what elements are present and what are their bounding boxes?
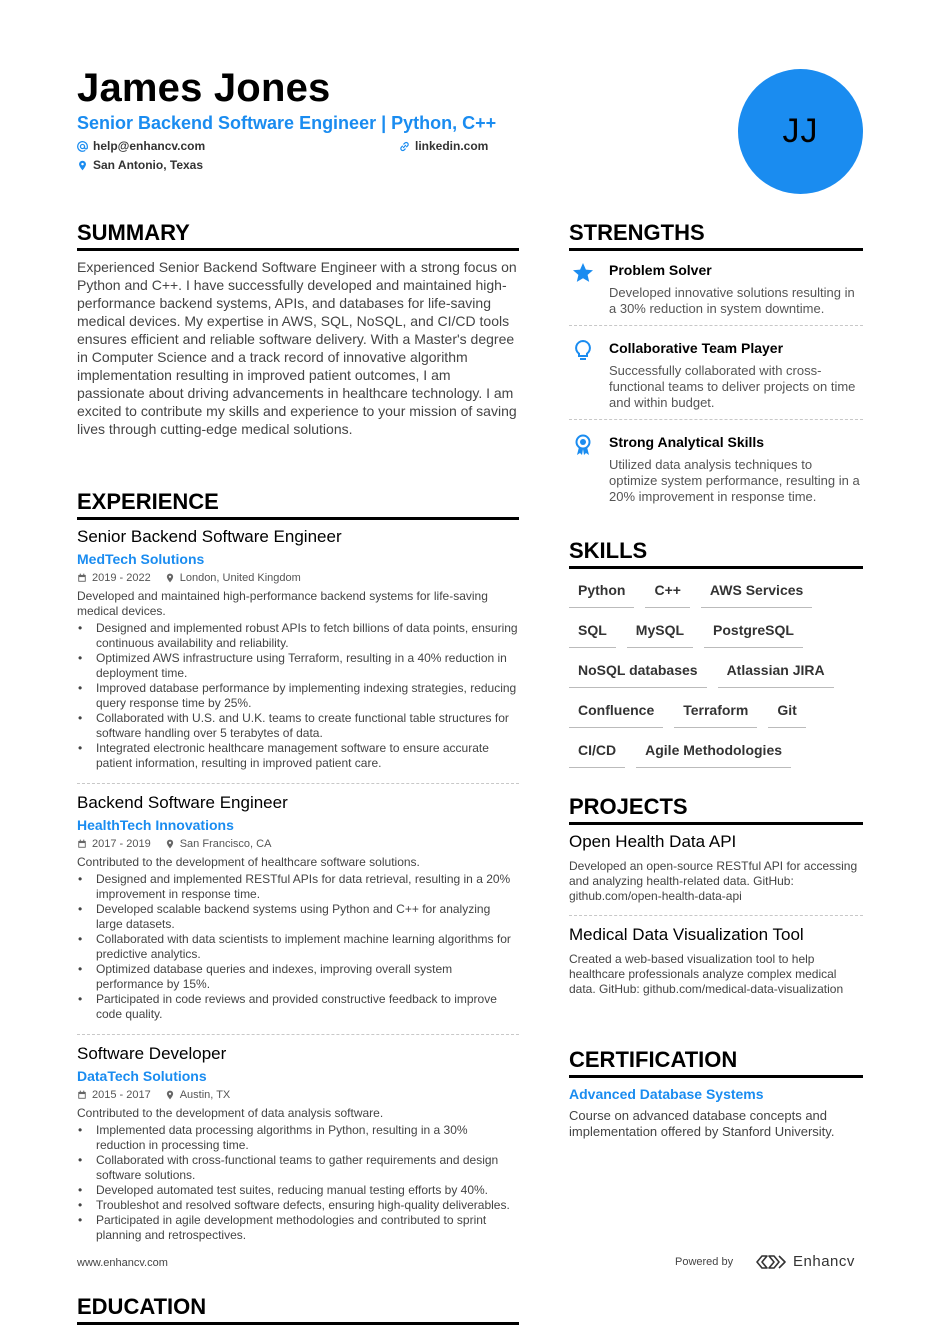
skill-tag: PostgreSQL [704,620,803,648]
company-name: MedTech Solutions [77,551,205,567]
strength-title: Strong Analytical Skills [609,434,765,450]
strength-description: Successfully collaborated with cross-functional teams to deliver projects on time and within budget. [609,363,856,410]
list-item: • Designed and implemented robust APIs to fetch billions of data points, ensuring continuous availability and reliability. [77,621,519,651]
list-item: • Collaborated with U.S. and U.K. teams to create functional table structures for software handling over 5 terabytes of data. [77,711,519,741]
skill-tag: CI/CD [569,740,625,768]
job-meta [77,1088,519,1102]
strength-item [569,339,863,411]
job-bullets [77,872,519,1022]
skill-tag: Confluence [569,700,663,728]
location-contact [77,157,203,173]
linkedin-contact[interactable] [399,138,488,154]
lightbulb-icon [571,339,595,363]
skills-heading: SKILLS [569,538,863,569]
skill-tag: Python [569,580,634,608]
strength-description: Developed innovative solutions resulting in a 30% reduction in system downtime. [609,285,855,316]
skill-tag: C++ [645,580,689,608]
skill-tag: MySQL [627,620,693,648]
list-item: • Improved database performance by implementing indexing strategies, reducing query response time by 25%. [77,681,519,711]
certification-description: Course on advanced database concepts and implementation offered by Stanford University. [569,1108,835,1139]
project-item [569,924,863,997]
candidate-subtitle: Senior Backend Software Engineer | Python, C++ [77,113,497,133]
project-description: Created a web-based visualization tool to help healthcare professionals analyze complex medical data. GitHub: github.com/medical-data-visualization [569,952,844,996]
skill-row [569,700,869,728]
avatar: JJ [738,69,863,194]
brand-name: Enhancv [793,1253,855,1270]
summary-text: Experienced Senior Backend Software Engineer with a strong focus on Python and C++. I have successfully developed and maintained high-performance backend systems, APIs, and databases for life-saving medical devices. My expertise in AWS, SQL, NoSQL, and CI/CD tools ensures efficient and reliable software delivery. With a Master's degree in Computer Science and a track record of innovative algorithm implementation resulting in improved patient outcomes, I am passionate about driving advancements in healthcare technology. I am excited to contribute my skills and experience to your mission of saving lives through cutting-edge medical solutions. [77,259,517,437]
skill-tag: NoSQL databases [569,660,707,688]
education-heading: EDUCATION [77,1294,519,1325]
list-item: • Implemented data processing algorithms in Python, resulting in a 30% reduction in processing time. [77,1123,519,1153]
enhancv-logo[interactable] [755,1252,855,1272]
divider [77,783,519,784]
project-title: Medical Data Visualization Tool [569,925,804,944]
divider [77,1034,519,1035]
calendar-icon [77,1090,87,1100]
strengths-heading: STRENGTHS [569,220,863,251]
at-icon [77,141,88,152]
job-location [165,1088,231,1102]
job-dates [77,1088,151,1102]
calendar-icon [77,839,87,849]
job-meta [77,837,519,851]
job-entry [77,792,519,1022]
list-item: • Collaborated with cross-functional teams to gather requirements and design software solutions. [77,1153,519,1183]
skill-row [569,660,869,688]
projects-heading: PROJECTS [569,794,863,825]
location-text: San Francisco, CA [179,838,272,850]
list-item: • Participated in code reviews and provided constructive feedback to improve code quality. [77,992,519,1022]
dates-text: 2015 - 2017 [92,1089,151,1101]
enhancv-logo-icon [755,1253,787,1271]
job-title: Backend Software Engineer [77,793,288,812]
dates-text: 2017 - 2019 [92,838,151,850]
job-bullets [77,621,519,771]
location-text: London, United Kingdom [179,572,301,584]
list-item: • Optimized database queries and indexes, improving overall system performance by 15%. [77,962,519,992]
list-item: • Designed and implemented RESTful APIs for data retrieval, resulting in a 20% improvement in response time. [77,872,519,902]
job-description: Contributed to the development of data analysis software. [77,1106,384,1120]
map-pin-icon [165,1090,175,1100]
project-title: Open Health Data API [569,832,737,851]
job-meta [77,571,519,585]
strength-item [569,261,863,317]
list-item: • Integrated electronic healthcare management software to ensure accurate patient information, resulting in improved patient care. [77,741,519,771]
award-icon [571,433,595,457]
location-text: Austin, TX [179,1089,231,1101]
skills-list [569,580,869,780]
job-description: Developed and maintained high-performance backend systems for life-saving medical devices. [77,589,488,618]
location-text: San Antonio, Texas [93,158,204,172]
company-name: HealthTech Innovations [77,817,234,833]
email-text: help@enhancv.com [93,139,206,153]
map-pin-icon [165,573,175,583]
company-name: DataTech Solutions [77,1068,207,1084]
link-icon [399,141,410,152]
email-contact[interactable] [77,138,205,154]
skill-tag: AWS Services [701,580,812,608]
project-description: Developed an open-source RESTful API for accessing and analyzing health-related data. GitHub: github.com/open-health-data-api [569,859,858,903]
project-item [569,831,863,904]
list-item: • Optimized AWS infrastructure using Terraform, resulting in a 40% reduction in deployment time. [77,651,519,681]
experience-heading: EXPERIENCE [77,489,519,520]
map-pin-icon [77,160,88,171]
list-item: • Troubleshot and resolved software defects, ensuring high-quality deliverables. [77,1198,519,1213]
skill-row [569,740,869,768]
strength-item [569,433,863,505]
summary-heading: SUMMARY [77,220,519,251]
job-location [165,571,301,585]
strength-title: Collaborative Team Player [609,340,784,356]
dates-text: 2019 - 2022 [92,572,151,584]
map-pin-icon [165,839,175,849]
skill-tag: SQL [569,620,616,648]
list-item: • Collaborated with data scientists to implement machine learning algorithms for predictive analytics. [77,932,519,962]
job-dates [77,571,151,585]
list-item: • Participated in agile development methodologies and contributed to sprint planning and retrospectives. [77,1213,519,1243]
powered-by-label: Powered by [675,1256,734,1268]
strength-title: Problem Solver [609,262,712,278]
footer-url[interactable]: www.enhancv.com [77,1257,168,1269]
certification-title: Advanced Database Systems [569,1086,764,1102]
skill-row [569,620,869,648]
divider [569,325,863,326]
calendar-icon [77,573,87,583]
skill-tag: Git [768,700,805,728]
job-bullets [77,1123,519,1243]
job-title: Senior Backend Software Engineer [77,527,342,546]
star-icon [571,261,595,285]
strength-description: Utilized data analysis techniques to optimize system performance, resulting in a 20% improvement in response time. [609,457,860,504]
job-entry [77,1043,519,1243]
skill-tag: Agile Methodologies [636,740,791,768]
certification-heading: CERTIFICATION [569,1047,863,1078]
job-entry [77,526,519,771]
skill-row [569,580,869,608]
list-item: • Developed automated test suites, reducing manual testing efforts by 40%. [77,1183,519,1198]
skill-tag: Atlassian JIRA [718,660,834,688]
linkedin-text: linkedin.com [415,139,489,153]
job-dates [77,837,151,851]
job-description: Contributed to the development of healthcare software solutions. [77,855,420,869]
list-item: • Developed scalable backend systems using Python and C++ for analyzing large datasets. [77,902,519,932]
divider [569,419,863,420]
skill-tag: Terraform [674,700,757,728]
job-title: Software Developer [77,1044,227,1063]
divider [569,915,863,916]
candidate-name: James Jones [77,66,331,110]
job-location [165,837,272,851]
